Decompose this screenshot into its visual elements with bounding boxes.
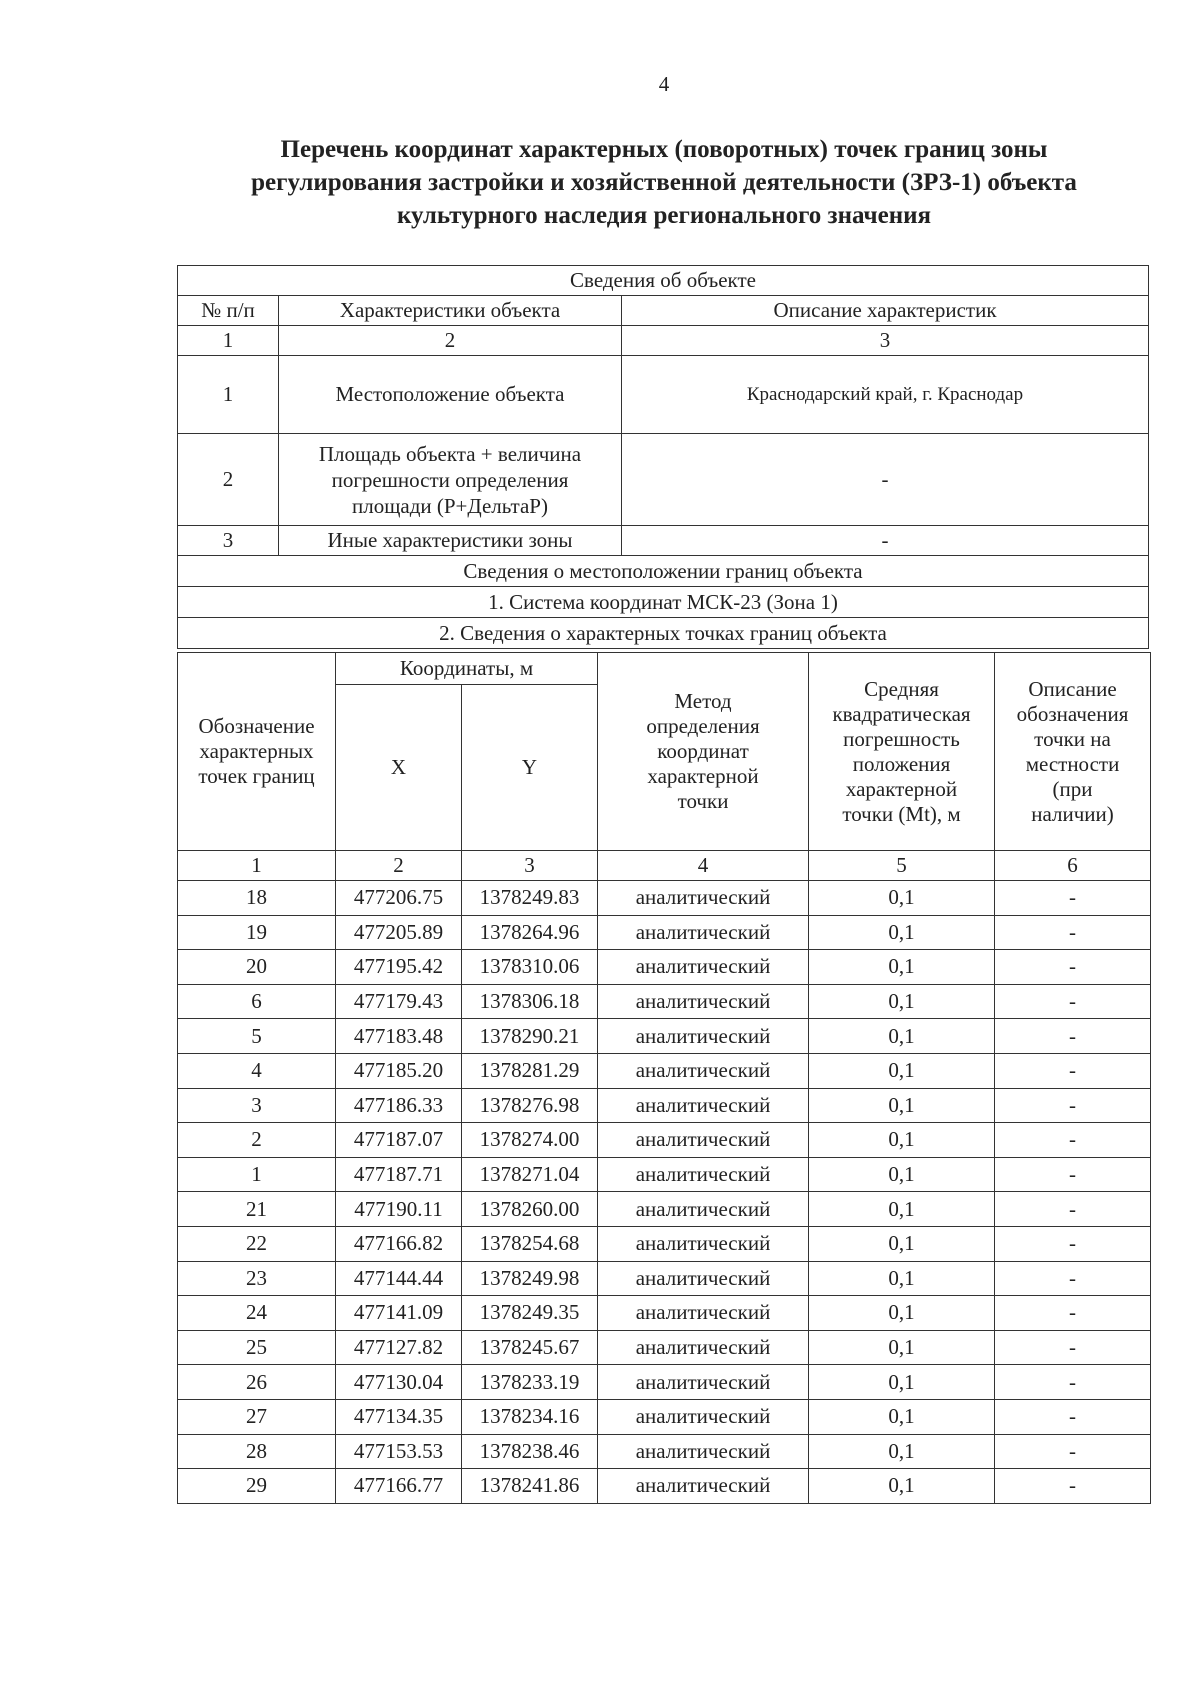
point-description: - xyxy=(995,1053,1151,1088)
error-mt: 0,1 xyxy=(809,1296,995,1331)
coord-x: 477153.53 xyxy=(336,1434,462,1469)
error-mt: 0,1 xyxy=(809,1053,995,1088)
coord-x: 477130.04 xyxy=(336,1365,462,1400)
coord-x: 477127.82 xyxy=(336,1330,462,1365)
points-table xyxy=(177,652,1151,1504)
col-number: 5 xyxy=(809,851,995,881)
text-line: точки xyxy=(677,789,729,813)
point-description: - xyxy=(995,984,1151,1019)
coord-x: 477187.71 xyxy=(336,1157,462,1192)
coord-x: 477183.48 xyxy=(336,1019,462,1054)
col-header-method xyxy=(598,653,809,851)
coord-y: 1378276.98 xyxy=(462,1088,598,1123)
point-description: - xyxy=(995,881,1151,916)
table-row xyxy=(178,984,1151,1019)
coord-y: 1378260.00 xyxy=(462,1192,598,1227)
method: аналитический xyxy=(598,881,809,916)
coord-y: 1378264.96 xyxy=(462,915,598,950)
coord-y: 1378290.21 xyxy=(462,1019,598,1054)
table-row xyxy=(178,1053,1151,1088)
method: аналитический xyxy=(598,1261,809,1296)
point-number: 27 xyxy=(178,1399,336,1434)
coord-y: 1378249.35 xyxy=(462,1296,598,1331)
object-info-table xyxy=(177,265,1149,649)
text-line: местности xyxy=(1025,751,1120,776)
error-mt: 0,1 xyxy=(809,1019,995,1054)
text-line: квадратическая xyxy=(832,701,971,726)
col-number: 3 xyxy=(462,851,598,881)
table-row xyxy=(178,356,1149,434)
coord-x: 477166.77 xyxy=(336,1469,462,1504)
table-row xyxy=(178,1019,1151,1054)
location-header: Сведения о местоположении границ объекта xyxy=(178,556,1149,587)
points-header: 2. Сведения о характерных точках границ объекта xyxy=(178,618,1149,649)
coord-y: 1378271.04 xyxy=(462,1157,598,1192)
point-description: - xyxy=(995,1330,1151,1365)
point-description: - xyxy=(995,1192,1151,1227)
error-mt: 0,1 xyxy=(809,1088,995,1123)
error-mt: 0,1 xyxy=(809,1192,995,1227)
coord-y: 1378238.46 xyxy=(462,1434,598,1469)
coord-x: 477186.33 xyxy=(336,1088,462,1123)
coord-x: 477166.82 xyxy=(336,1226,462,1261)
point-number: 21 xyxy=(178,1192,336,1227)
point-number: 26 xyxy=(178,1365,336,1400)
point-description: - xyxy=(995,1399,1151,1434)
text-line: Обозначение xyxy=(198,714,315,738)
table-row xyxy=(178,434,1149,526)
point-description: - xyxy=(995,1157,1151,1192)
coordinate-system: 1. Система координат МСК-23 (Зона 1) xyxy=(178,587,1149,618)
col-number: 1 xyxy=(178,326,279,356)
col-header-number: № п/п xyxy=(178,296,279,326)
row-characteristic xyxy=(279,434,622,526)
point-description: - xyxy=(995,1226,1151,1261)
page-number: 4 xyxy=(658,72,670,96)
text-line: Метод xyxy=(674,689,732,713)
col-number: 1 xyxy=(178,851,336,881)
error-mt: 0,1 xyxy=(809,1434,995,1469)
coord-y: 1378274.00 xyxy=(462,1123,598,1158)
coord-x: 477190.11 xyxy=(336,1192,462,1227)
coord-y: 1378234.16 xyxy=(462,1399,598,1434)
coord-x: 477144.44 xyxy=(336,1261,462,1296)
point-number: 22 xyxy=(178,1226,336,1261)
col-header-characteristics: Характеристики объекта xyxy=(279,296,622,326)
coord-y: 1378306.18 xyxy=(462,984,598,1019)
row-value: - xyxy=(622,526,1149,556)
point-description: - xyxy=(995,1123,1151,1158)
table-row xyxy=(178,1330,1151,1365)
table-row xyxy=(178,1088,1151,1123)
table-row xyxy=(178,1296,1151,1331)
coord-y: 1378249.98 xyxy=(462,1261,598,1296)
table-row xyxy=(178,1261,1151,1296)
table-row xyxy=(178,881,1151,916)
row-characteristic: Иные характеристики зоны xyxy=(279,526,622,556)
method: аналитический xyxy=(598,1088,809,1123)
point-number: 3 xyxy=(178,1088,336,1123)
table-row xyxy=(178,1226,1151,1261)
row-value: Краснодарский край, г. Краснодар xyxy=(622,356,1149,434)
table-row xyxy=(178,1192,1151,1227)
point-number: 18 xyxy=(178,881,336,916)
coord-y: 1378310.06 xyxy=(462,950,598,985)
col-number: 3 xyxy=(622,326,1149,356)
col-header-x: X xyxy=(336,685,462,851)
text-line: Описание xyxy=(1028,676,1117,701)
coord-y: 1378233.19 xyxy=(462,1365,598,1400)
error-mt: 0,1 xyxy=(809,915,995,950)
table-row xyxy=(178,1434,1151,1469)
col-header-coordinates: Координаты, м xyxy=(336,653,598,685)
row-number: 3 xyxy=(178,526,279,556)
coord-y: 1378241.86 xyxy=(462,1469,598,1504)
text-line: наличии) xyxy=(1031,801,1114,826)
text-line: Площадь объекта + величина xyxy=(318,441,582,466)
coord-x: 477141.09 xyxy=(336,1296,462,1331)
title-line: культурного наследия регионального значения xyxy=(396,202,932,229)
method: аналитический xyxy=(598,1434,809,1469)
coord-x: 477179.43 xyxy=(336,984,462,1019)
point-description: - xyxy=(995,1469,1151,1504)
coord-y: 1378245.67 xyxy=(462,1330,598,1365)
table-row xyxy=(178,950,1151,985)
point-number: 29 xyxy=(178,1469,336,1504)
document-title xyxy=(150,133,1178,232)
error-mt: 0,1 xyxy=(809,950,995,985)
point-number: 2 xyxy=(178,1123,336,1158)
method: аналитический xyxy=(598,1330,809,1365)
point-description: - xyxy=(995,1434,1151,1469)
coord-x: 477187.07 xyxy=(336,1123,462,1158)
error-mt: 0,1 xyxy=(809,1365,995,1400)
error-mt: 0,1 xyxy=(809,1330,995,1365)
text-line: точки на xyxy=(1034,726,1111,751)
text-line: погрешности определения xyxy=(331,467,569,492)
point-description: - xyxy=(995,915,1151,950)
method: аналитический xyxy=(598,1019,809,1054)
table-row xyxy=(178,1123,1151,1158)
method: аналитический xyxy=(598,1296,809,1331)
col-number: 2 xyxy=(336,851,462,881)
point-number: 25 xyxy=(178,1330,336,1365)
point-number: 1 xyxy=(178,1157,336,1192)
col-header-description xyxy=(995,653,1151,851)
text-line: определения xyxy=(646,714,760,738)
text-line: характерных xyxy=(199,739,314,763)
table-row xyxy=(178,915,1151,950)
row-number: 2 xyxy=(178,434,279,526)
row-characteristic: Местоположение объекта xyxy=(279,356,622,434)
point-description: - xyxy=(995,1088,1151,1123)
method: аналитический xyxy=(598,1365,809,1400)
col-header-point xyxy=(178,653,336,851)
text-line: характерной xyxy=(845,776,958,801)
point-number: 28 xyxy=(178,1434,336,1469)
coord-y: 1378249.83 xyxy=(462,881,598,916)
col-header-description: Описание характеристик xyxy=(622,296,1149,326)
point-number: 23 xyxy=(178,1261,336,1296)
point-number: 4 xyxy=(178,1053,336,1088)
point-description: - xyxy=(995,1019,1151,1054)
text-line: погрешность xyxy=(843,726,960,751)
coord-y: 1378254.68 xyxy=(462,1226,598,1261)
error-mt: 0,1 xyxy=(809,1226,995,1261)
method: аналитический xyxy=(598,950,809,985)
method: аналитический xyxy=(598,1226,809,1261)
error-mt: 0,1 xyxy=(809,984,995,1019)
table-row xyxy=(178,1365,1151,1400)
col-number: 2 xyxy=(279,326,622,356)
coord-x: 477195.42 xyxy=(336,950,462,985)
object-info-header: Сведения об объекте xyxy=(178,266,1149,296)
col-header-y: Y xyxy=(462,685,598,851)
method: аналитический xyxy=(598,915,809,950)
text-line: Средняя xyxy=(864,676,939,701)
method: аналитический xyxy=(598,1157,809,1192)
method: аналитический xyxy=(598,1053,809,1088)
point-description: - xyxy=(995,950,1151,985)
table-row xyxy=(178,1399,1151,1434)
row-value: - xyxy=(622,434,1149,526)
point-number: 6 xyxy=(178,984,336,1019)
col-number: 4 xyxy=(598,851,809,881)
text-line: (при xyxy=(1052,776,1093,801)
point-description: - xyxy=(995,1261,1151,1296)
table-row xyxy=(178,1469,1151,1504)
coord-x: 477185.20 xyxy=(336,1053,462,1088)
method: аналитический xyxy=(598,1123,809,1158)
title-line: регулирования застройки и хозяйственной деятельности (ЗРЗ-1) объекта xyxy=(251,169,1077,196)
point-number: 5 xyxy=(178,1019,336,1054)
method: аналитический xyxy=(598,1399,809,1434)
coord-x: 477205.89 xyxy=(336,915,462,950)
error-mt: 0,1 xyxy=(809,1123,995,1158)
text-line: точки (Mt), м xyxy=(842,801,961,826)
col-number: 6 xyxy=(995,851,1151,881)
point-number: 24 xyxy=(178,1296,336,1331)
coord-x: 477206.75 xyxy=(336,881,462,916)
coord-y: 1378281.29 xyxy=(462,1053,598,1088)
coord-x: 477134.35 xyxy=(336,1399,462,1434)
text-line: точек границ xyxy=(198,764,315,788)
point-number: 20 xyxy=(178,950,336,985)
text-line: положения xyxy=(852,751,951,776)
error-mt: 0,1 xyxy=(809,1261,995,1296)
table-row xyxy=(178,526,1149,556)
error-mt: 0,1 xyxy=(809,1399,995,1434)
point-description: - xyxy=(995,1365,1151,1400)
text-line: координат xyxy=(657,739,749,763)
method: аналитический xyxy=(598,1469,809,1504)
text-line: площади (Р+ДельтаР) xyxy=(352,493,548,518)
point-description: - xyxy=(995,1296,1151,1331)
method: аналитический xyxy=(598,1192,809,1227)
row-number: 1 xyxy=(178,356,279,434)
error-mt: 0,1 xyxy=(809,1157,995,1192)
text-line: характерной xyxy=(647,764,759,788)
point-number: 19 xyxy=(178,915,336,950)
method: аналитический xyxy=(598,984,809,1019)
title-line: Перечень координат характерных (поворотных) точек границ зоны xyxy=(280,136,1048,163)
col-header-error xyxy=(809,653,995,851)
table-row xyxy=(178,1157,1151,1192)
error-mt: 0,1 xyxy=(809,1469,995,1504)
text-line: обозначения xyxy=(1016,701,1129,726)
points-rows xyxy=(178,881,1151,1504)
error-mt: 0,1 xyxy=(809,881,995,916)
